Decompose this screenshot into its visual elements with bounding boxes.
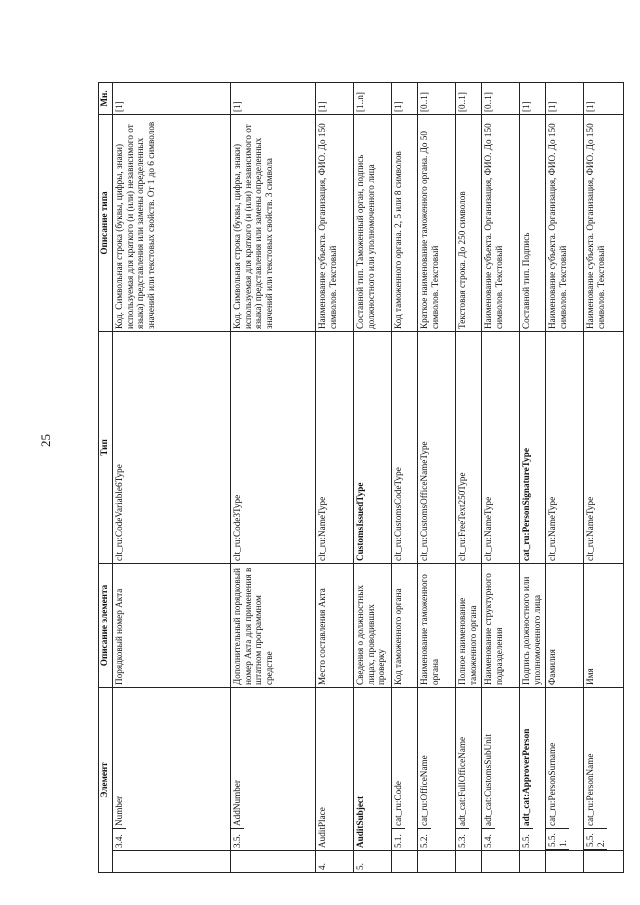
row-number: 5.5.1.: [546, 828, 569, 850]
header-element: Элемент: [99, 688, 113, 873]
table-header-row: [99, 83, 113, 873]
element-name: cat_ru:OfficeName: [419, 755, 429, 826]
element-desc: Имя: [584, 564, 624, 688]
table-row: [482, 83, 520, 873]
type-name: clt_ru:NameType: [546, 332, 584, 564]
table-row: [546, 83, 584, 873]
multiplicity: [0..1]: [418, 83, 456, 115]
row-number: 5.5.2.: [584, 828, 607, 850]
element-desc: Порядковый номер Акта: [113, 564, 231, 688]
element-name: cat_ru:Code: [393, 781, 403, 826]
table-row: [231, 83, 316, 873]
element-name: adt_cat:FullOfficeName: [457, 736, 467, 826]
type-desc: Составной тип. Таможенный орган, подпись должностного или уполномоченного лица: [354, 115, 392, 332]
type-desc: Код. Символьная строка (буквы, цифры, знаки) используемая для краткого (и (или) независимого от языка) представления или замены определенных значений или текстовых свойств. 3 символа: [231, 115, 316, 332]
element-desc: Полное наименование таможенного органа: [456, 564, 482, 688]
type-desc: Текстовая строка. До 250 символов: [456, 115, 482, 332]
element-desc: Сведения о должностных лицах, проводивших проверку: [354, 564, 392, 688]
element-name: Number: [114, 795, 124, 826]
multiplicity: [1]: [520, 83, 546, 115]
row-number: 3.5.: [231, 828, 244, 850]
header-mn: Мн.: [99, 83, 113, 115]
type-name: clt_ru:CodeVariable6Type: [113, 332, 231, 564]
rotated-table-container: [98, 83, 618, 873]
multiplicity: [1]: [316, 83, 354, 115]
element-desc: Фамилия: [546, 564, 584, 688]
table-row: [456, 83, 482, 873]
type-desc: Наименование субъекта. Организация, ФИО. До 150 символов. Текстовый: [546, 115, 584, 332]
type-desc: Наименование субъекта. Организация, ФИО. До 150 символов. Текстовый: [316, 115, 354, 332]
multiplicity: [0..1]: [482, 83, 520, 115]
row-number: 5.5.: [520, 828, 533, 850]
element-name: AuditSubject: [355, 795, 365, 848]
element-name: AuditPlace: [316, 688, 354, 851]
table-row: [113, 83, 231, 873]
element-desc: Подпись должностного или уполномоченного лица: [520, 564, 546, 688]
header-type: Тип: [99, 332, 113, 564]
type-name: clt_ru:CustomsOfficeNameType: [418, 332, 456, 564]
type-name: clt_ru:Code3Type: [231, 332, 316, 564]
multiplicity: [1]: [584, 83, 624, 115]
element-desc: Наименование таможенного органа: [418, 564, 456, 688]
type-name: clt_ru:NameType: [482, 332, 520, 564]
type-name: CustomsIssuedType: [355, 482, 365, 561]
header-element-desc: Описание элемента: [99, 564, 113, 688]
type-name: clt_ru:CustomsCodeType: [392, 332, 418, 564]
multiplicity: [1]: [113, 83, 231, 115]
row-number: 5.: [354, 851, 392, 873]
element-table: [98, 82, 624, 873]
element-desc: Код таможенного органа: [392, 564, 418, 688]
row-number: 4.: [316, 851, 354, 873]
row-number: 5.1.: [392, 828, 405, 850]
element-desc: Дополнительный порядковый номер Акта для применения в штатном программном средстве: [231, 564, 316, 688]
row-number: 3.4.: [113, 828, 126, 850]
type-name: clt_ru:NameType: [584, 332, 624, 564]
element-desc: Место составления Акта: [316, 564, 354, 688]
row-number: 5.4.: [482, 828, 495, 850]
multiplicity: [1]: [392, 83, 418, 115]
type-desc: Краткое наименование таможенного органа. До 50 символов. Текстовый: [418, 115, 456, 332]
type-desc: Составной тип. Подпись: [520, 115, 546, 332]
element-desc: Наименование структурного подразделения: [482, 564, 520, 688]
type-desc: Код. Символьная строка (буквы, цифры, знаки) используемая для краткого (и (или) независимого от языка) представления или замены определенных значений или текстовых свойств. От 1 до 6 символов: [113, 115, 231, 332]
type-desc: Наименование субъекта. Организация, ФИО. До 150 символов. Текстовый: [482, 115, 520, 332]
type-name: clt_ru:NameType: [316, 332, 354, 564]
type-name: cat_ru:PersonSignatureType: [521, 448, 531, 561]
element-name: cat_ru:PersonSurname: [547, 742, 557, 826]
table-row: [316, 83, 354, 873]
element-name: adt_cat:CustomsSubUnit: [483, 734, 493, 826]
type-desc: Наименование субъекта. Организация, ФИО. До 150 символов. Текстовый: [584, 115, 624, 332]
header-type-desc: Описание типа: [99, 115, 113, 332]
type-name: clt_ru:FreeText250Type: [456, 332, 482, 564]
element-name: AddNumber: [232, 780, 242, 826]
row-number: 5.3.: [456, 828, 469, 850]
table-row: [584, 83, 624, 873]
multiplicity: [1]: [546, 83, 584, 115]
table-row: [520, 83, 546, 873]
table-row: [418, 83, 456, 873]
table-row: [392, 83, 418, 873]
element-name: adt_cat:ApproverPerson: [521, 728, 531, 826]
multiplicity: [1..n]: [354, 83, 392, 115]
row-number: 5.2.: [418, 828, 431, 850]
table-row: [354, 83, 392, 873]
multiplicity: [1]: [231, 83, 316, 115]
multiplicity: [0..1]: [456, 83, 482, 115]
type-desc: Код таможенного органа. 2, 5 или 8 символов: [392, 115, 418, 332]
element-name: cat_ru:PersonName: [585, 753, 595, 826]
page-number: 25: [38, 434, 53, 447]
